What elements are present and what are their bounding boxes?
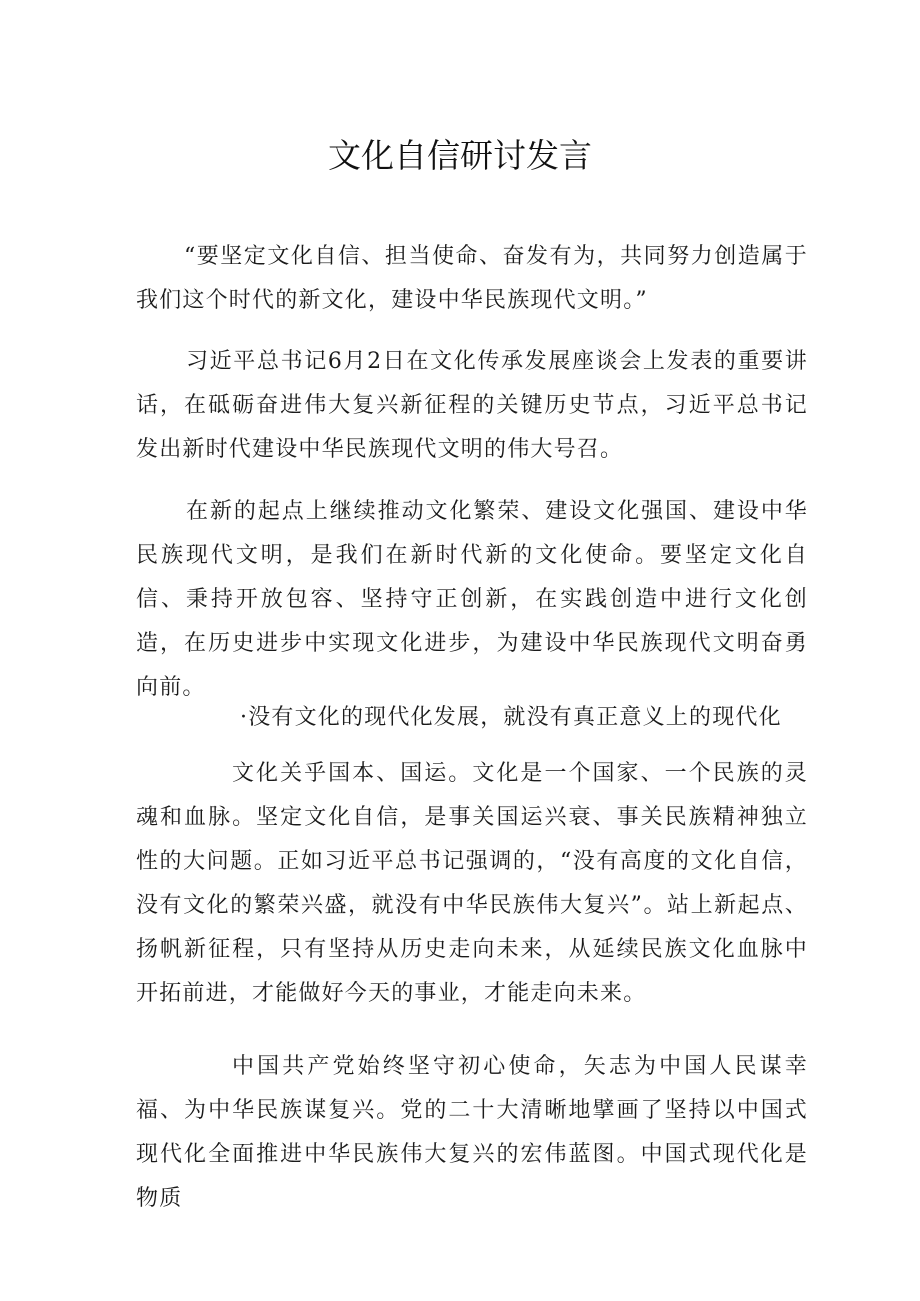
paragraph-quote: “要坚定文化自信、担当使命、奋发有为，共同努力创造属于我们这个时代的新文化，建设中华民族现代文明。” <box>136 244 808 313</box>
document-title: 文化自信研讨发言 <box>328 136 592 175</box>
paragraph-speech: 习近平总书记6月2日在文化传承发展座谈会上发表的重要讲话，在砥砺奋进伟大复兴新征程的关键历史节点，习近平总书记发出新时代建设中华民族现代文明的伟大号召。 <box>136 349 808 462</box>
paragraph-culture: 文化关乎国本、国运。文化是一个国家、一个民族的灵魂和血脉。坚定文化自信，是事关国运兴衰、事关民族精神独立性的大问题。正如习近平总书记强调的，“没有高度的文化自信，没有文化的繁荣兴盛，就没有中华民族伟大复兴”。站上新起点、扬帆新征程，只有坚持从历史走向未来，从延续民族文化血脉中开拓前进，才能做好今天的事业，才能走向未来。 <box>136 761 808 1006</box>
paragraph-mission: 在新的起点上继续推动文化繁荣、建设文化强国、建设中华民族现代文明，是我们在新时代新的文化使命。要坚定文化自信、秉持开放包容、坚持守正创新，在实践创造中进行文化创造，在历史进步中实现文化进步，为建设中华民族现代文明奋勇向前。 <box>136 499 808 700</box>
paragraph-party: 中国共产党始终坚守初心使命，矢志为中国人民谋幸福、为中华民族谋复兴。党的二十大清晰地擘画了坚持以中国式现代化全面推进中华民族伟大复兴的宏伟蓝图。中国式现代化是物质 <box>136 1054 808 1211</box>
section-heading: ·没有文化的现代化发展，就没有真正意义上的现代化 <box>240 705 782 730</box>
